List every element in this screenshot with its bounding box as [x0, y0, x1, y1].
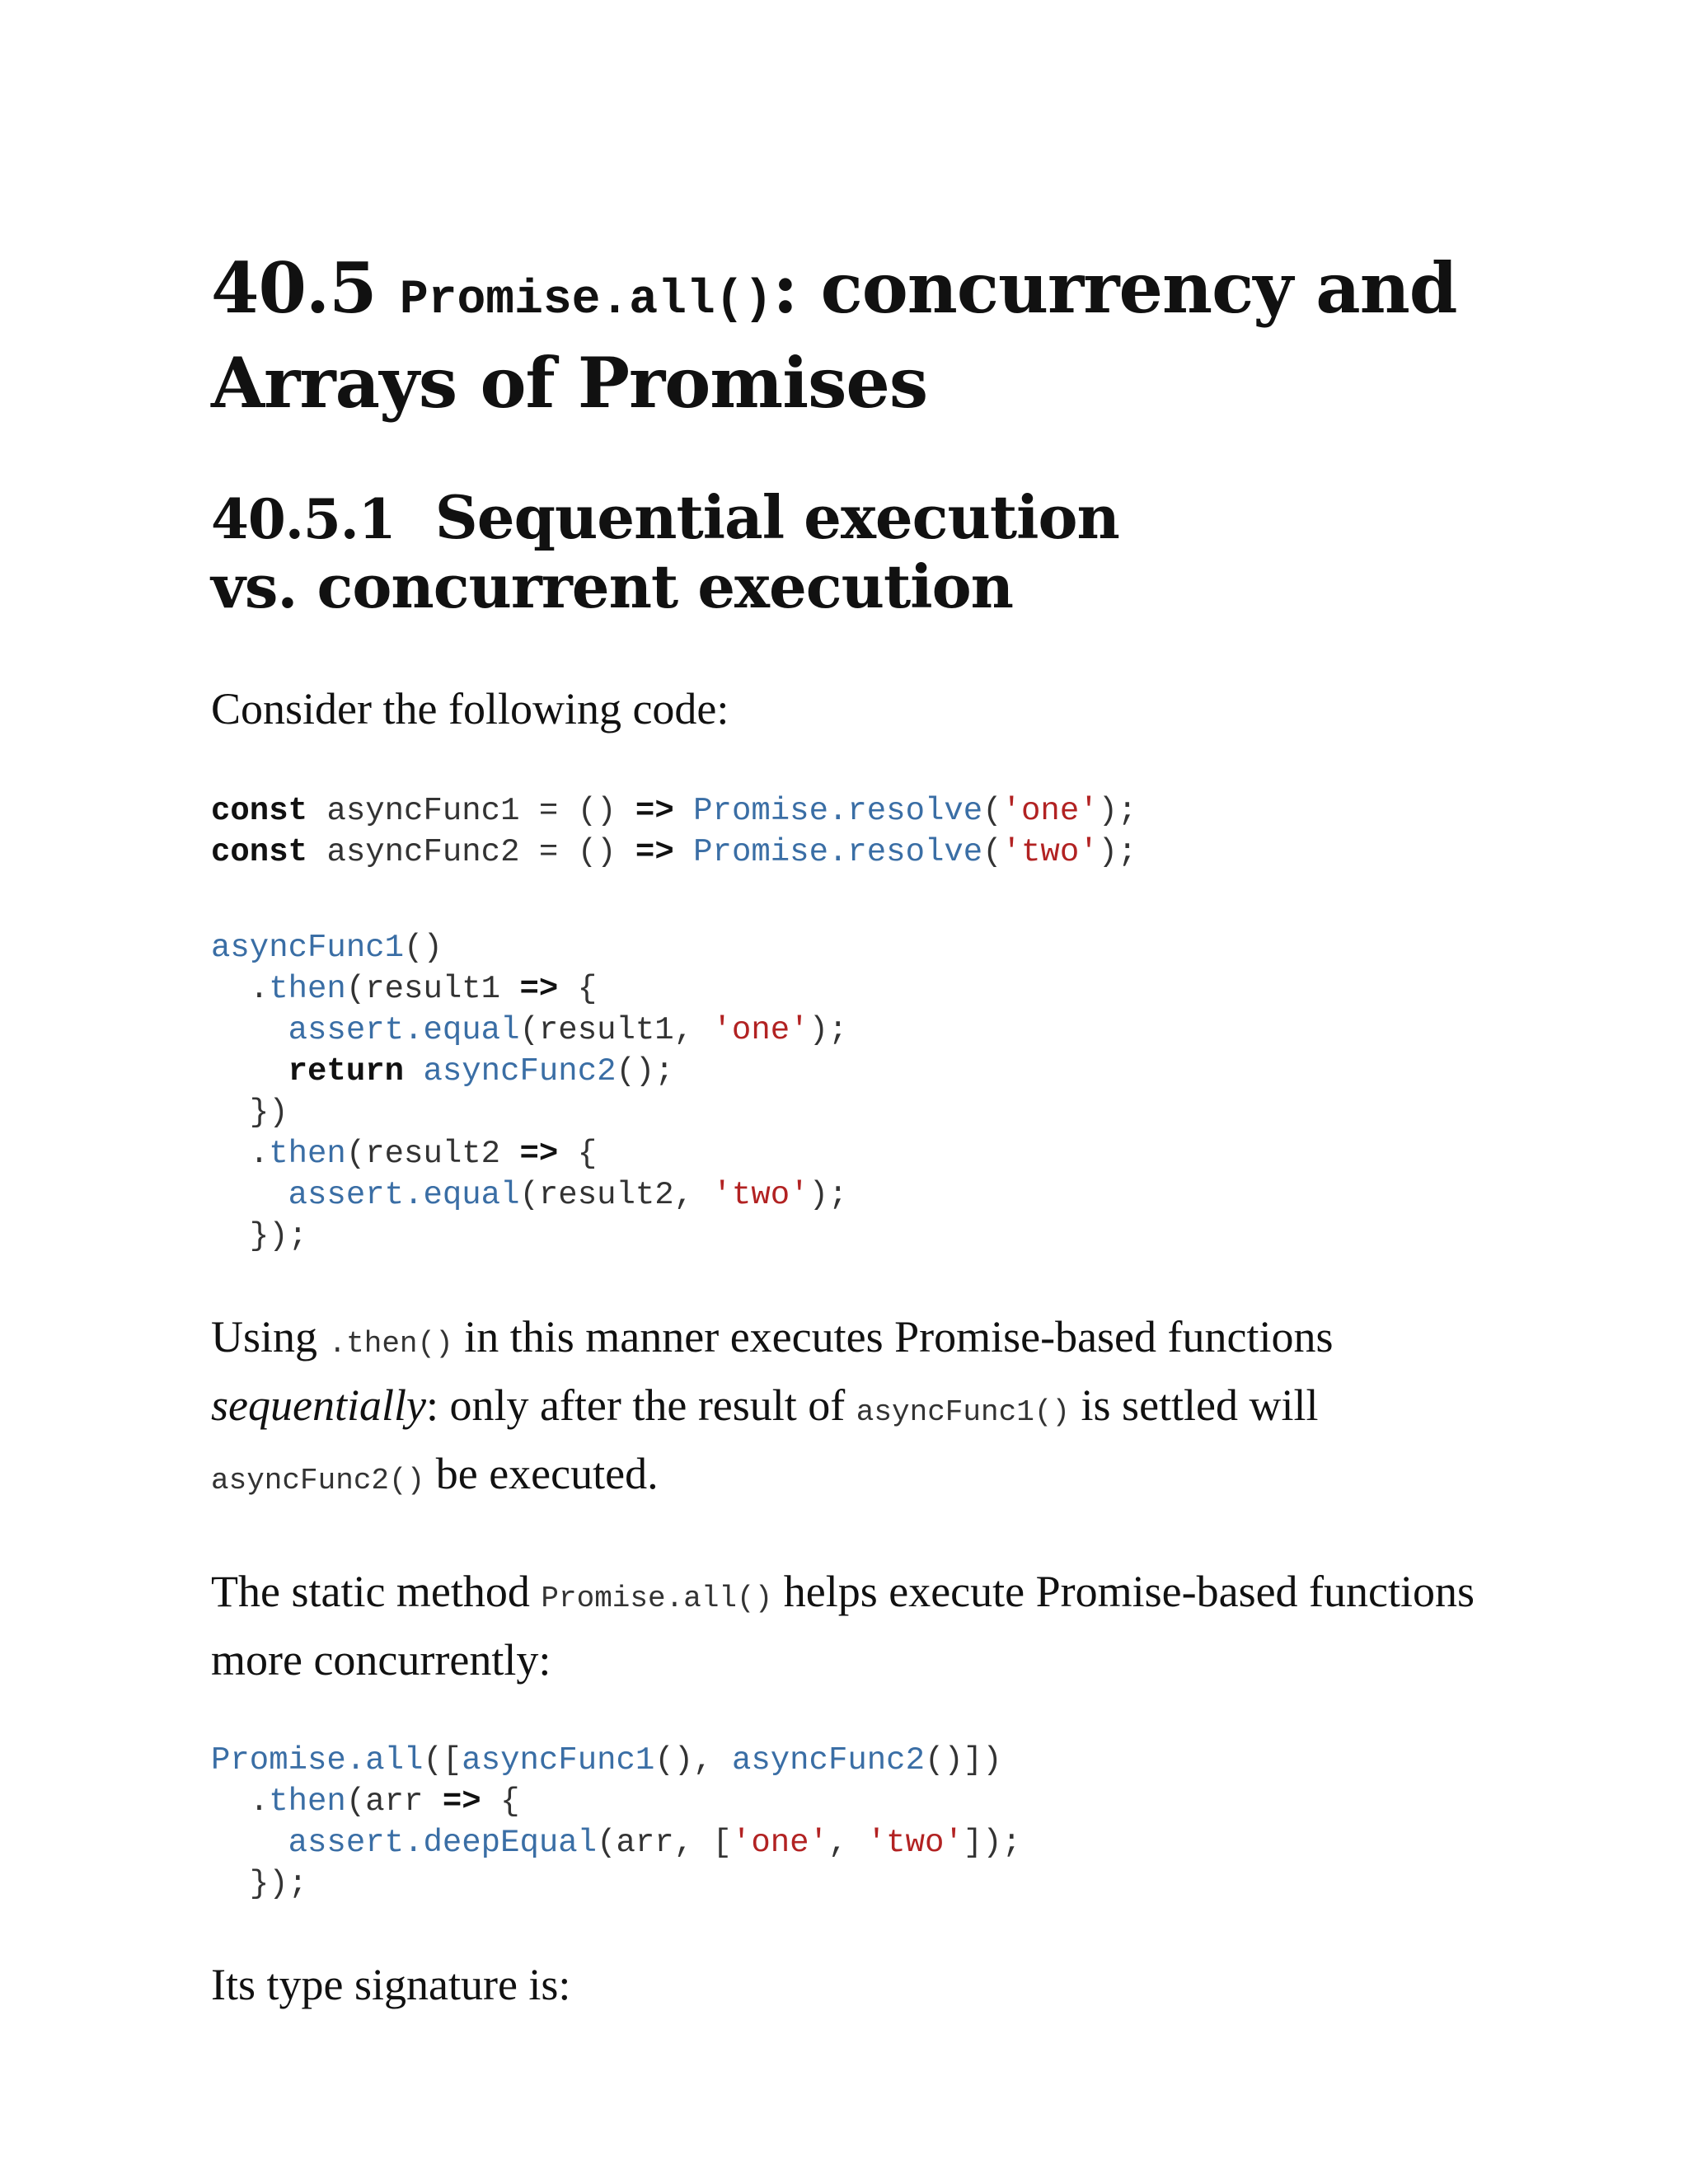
- paragraph-type-signature: Its type signature is:: [211, 1960, 571, 2009]
- section-number: 40.5: [211, 247, 377, 329]
- section-heading-text-line2: Arrays of Promises: [211, 342, 928, 424]
- subsection-number: 40.5.1: [211, 487, 396, 551]
- section-heading: [211, 247, 1497, 424]
- subsection-heading-text-line2: vs. concurrent execution: [211, 551, 1013, 621]
- subsection-heading: [211, 484, 1497, 621]
- section-heading-code: Promise.all(): [399, 274, 773, 327]
- paragraph-intro: Consider the following code:: [211, 684, 729, 733]
- emphasis-sequentially: sequentially: [211, 1380, 426, 1430]
- paragraph-promise-all: The static method Promise.all() helps execute Promise-based functions more concurrently:: [211, 1567, 1475, 1685]
- section-heading-text: : concurrency and: [772, 247, 1457, 329]
- document-page: [211, 247, 1497, 2015]
- subsection-heading-text: Sequential execution: [434, 482, 1119, 552]
- inline-code-asyncfunc2: asyncFunc2(): [211, 1464, 425, 1497]
- inline-code-promise-all: Promise.all(): [541, 1582, 773, 1615]
- inline-code-then: .then(): [328, 1327, 453, 1361]
- code-block-sequential: asyncFunc1() .then(result1 => { assert.equal(result1, 'one'); return asyncFunc2(); }) .then(result2 => { assert.equal(result2, 'two'); });: [211, 930, 848, 1254]
- code-block-async-funcs: const asyncFunc1 = () => Promise.resolve('one'); const asyncFunc2 = () => Promise.resolve('two');: [211, 793, 1137, 870]
- code-block-concurrent: Promise.all([asyncFunc1(), asyncFunc2()]) .then(arr => { assert.deepEqual(arr, ['one', 'two']); });: [211, 1742, 1022, 1902]
- paragraph-sequential-explanation: Using .then() in this manner executes Promise-based functions sequentially: only after the result of asyncFunc1() is settled will asyncFunc2() be executed.: [211, 1312, 1334, 1498]
- inline-code-asyncfunc1: asyncFunc1(): [856, 1395, 1071, 1429]
